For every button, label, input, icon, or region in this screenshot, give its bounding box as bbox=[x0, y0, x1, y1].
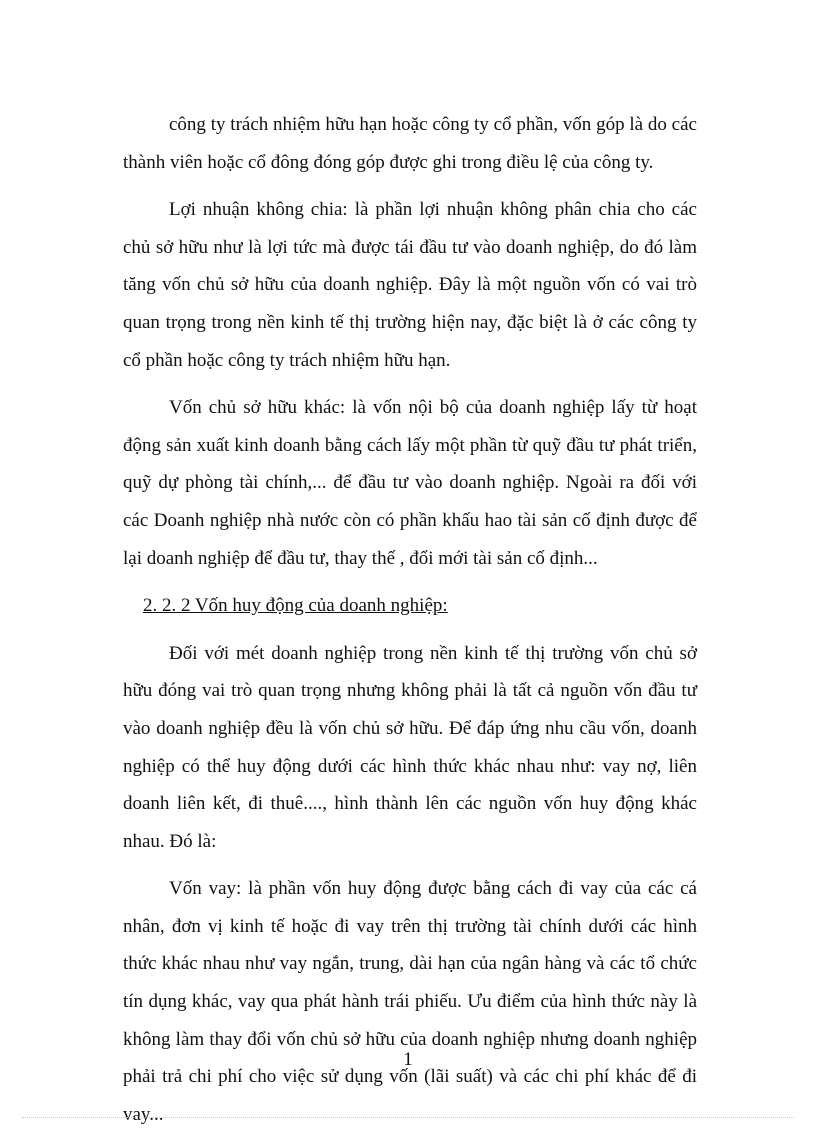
paragraph-mobilized-capital: Đối với mét doanh nghiệp trong nền kinh tế thị trường vốn chủ sở hữu đóng vai trò quan trọng nhưng không phải là tất cả nguồn vốn đầu tư vào doanh nghiệp đều là vốn chủ sở hữu. Để đáp ứng nhu cầu vốn, doanh nghiệp có thể huy động dưới các hình thức khác nhau như: vay nợ, liên doanh liên kết, đi thuê...., hình thành lên các nguồn vốn huy động khác nhau. Đó là: bbox=[123, 642, 697, 852]
paragraph-other-equity: Vốn chủ sở hữu khác: là vốn nội bộ của doanh nghiệp lấy từ hoạt động sản xuất kinh doanh bằng cách lấy một phần từ quỹ đầu tư phát triển, quỹ dự phòng tài chính,... để đầu tư vào doanh nghiệp. Ngoài ra đối với các Doanh nghiệp nhà nước còn có phần khấu hao tài sản cố định được để lại doanh nghiệp để đầu tư, thay thế , đổi mới tài sản cố định... bbox=[123, 397, 697, 569]
section-heading: 2. 2. 2 Vốn huy động của doanh nghiệp: bbox=[143, 595, 448, 617]
paragraph-equity-contribution: công ty trách nhiệm hữu hạn hoặc công ty cổ phần, vốn góp là do các thành viên hoặc cổ đông đóng góp được ghi trong điều lệ của công ty. bbox=[123, 114, 697, 173]
page-number: 1 bbox=[403, 1049, 413, 1070]
document-body bbox=[123, 106, 697, 1133]
paragraph-retained-earnings: Lợi nhuận không chia: là phần lợi nhuận không phân chia cho các chủ sở hữu như là lợi tức mà được tái đầu tư vào doanh nghiệp, do đó làm tăng vốn chủ sở hữu của doanh nghiệp. Đây là một nguồn vốn có vai trò quan trọng trong nền kinh tế thị trường hiện nay, đặc biệt là ở các công ty cổ phần hoặc công ty trách nhiệm hữu hạn. bbox=[123, 199, 697, 371]
page-bottom-divider bbox=[22, 1117, 794, 1118]
paragraph-borrowed-capital: Vốn vay: là phần vốn huy động được bằng cách đi vay của các cá nhân, đơn vị kinh tế hoặc đi vay trên thị trường tài chính dưới các hình thức khác nhau như vay ngắn, trung, dài hạn của ngân hàng và các tổ chức tín dụng khác, vay qua phát hành trái phiếu. Ưu điểm của hình thức này là không làm thay đổi vốn chủ sở hữu của doanh nghiệp nhưng doanh nghiệp phải trả chi phí cho việc sử dụng vốn (lãi suất) và các chi phí khác để đi vay... bbox=[123, 878, 697, 1125]
